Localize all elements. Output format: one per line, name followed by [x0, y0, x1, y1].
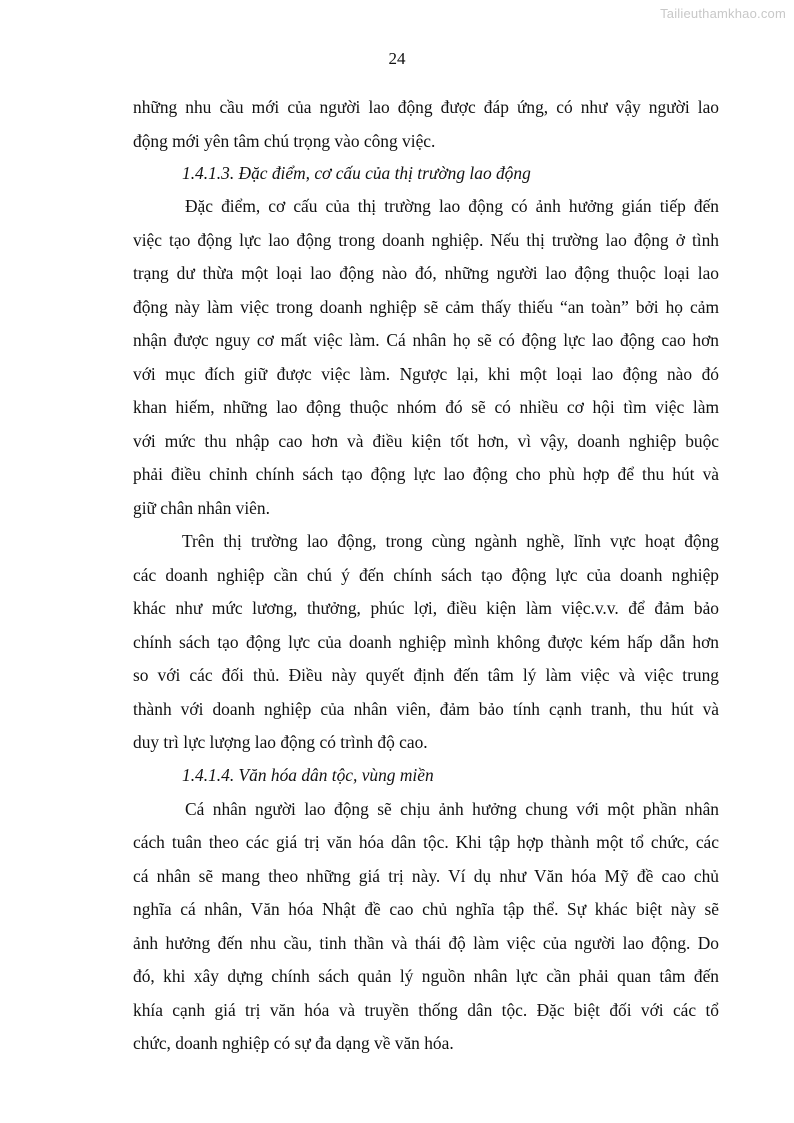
text-line: so với các đối thủ. Điều này quyết định đến tâm lý làm việc và việc trung	[133, 665, 719, 685]
text-line: Trên thị trường lao động, trong cùng ngành nghề, lĩnh vực hoạt động	[182, 531, 719, 551]
text-line: cá nhân sẽ mang theo những giá trị này. Ví dụ như Văn hóa Mỹ đề cao chủ	[133, 866, 719, 886]
text-line: nhận được nguy cơ mất việc làm. Cá nhân họ sẽ có động lực lao động cao hơn	[133, 330, 719, 350]
page-number: 24	[388, 49, 406, 68]
section-heading-1-4-1-4: 1.4.1.4. Văn hóa dân tộc, vùng miền	[182, 765, 434, 785]
text-line: giữ chân nhân viên.	[133, 498, 270, 518]
text-line: khan hiếm, những lao động thuộc nhóm đó sẽ có nhiều cơ hội tìm việc làm	[133, 397, 719, 417]
watermark: Tailieuthamkhao.com	[660, 6, 786, 21]
text-line: trạng dư thừa một loại lao động nào đó, những người lao động thuộc loại lao	[133, 263, 719, 283]
text-line: với mục đích giữ được việc làm. Ngược lại, khi một loại lao động nào đó	[133, 364, 719, 384]
text-line: đó, khi xây dựng chính sách quản lý nguồn nhân lực cần phải quan tâm đến	[133, 966, 719, 986]
text-line: cách tuân theo các giá trị văn hóa dân tộc. Khi tập hợp thành một tổ chức, các	[133, 832, 719, 852]
section-heading-1-4-1-3: 1.4.1.3. Đặc điểm, cơ cấu của thị trường lao động	[182, 163, 531, 183]
text-line: những nhu cầu mới của người lao động được đáp ứng, có như vậy người lao	[133, 97, 719, 117]
text-line: duy trì lực lượng lao động có trình độ cao.	[133, 732, 428, 752]
text-line: phải điều chỉnh chính sách tạo động lực lao động cho phù hợp để thu hút và	[133, 464, 719, 484]
text-line: động mới yên tâm chú trọng vào công việc.	[133, 131, 436, 151]
text-line: Cá nhân người lao động sẽ chịu ảnh hưởng chung với một phần nhân	[185, 799, 719, 819]
text-line: thành với doanh nghiệp của nhân viên, đảm bảo tính cạnh tranh, thu hút và	[133, 699, 719, 719]
text-line: ảnh hưởng đến nhu cầu, tinh thần và thái độ làm việc của người lao động. Do	[133, 933, 719, 953]
text-line: chức, doanh nghiệp có sự đa dạng về văn hóa.	[133, 1033, 454, 1053]
text-line: khía cạnh giá trị văn hóa và truyền thống dân tộc. Đặc biệt đối với các tổ	[133, 1000, 719, 1020]
text-line: việc tạo động lực lao động trong doanh nghiệp. Nếu thị trường lao động ở tình	[133, 230, 719, 250]
text-line: nghĩa cá nhân, Văn hóa Nhật đề cao chủ nghĩa tập thể. Sự khác biệt này sẽ	[133, 899, 719, 919]
text-line: chính sách tạo động lực của doanh nghiệp mình không được kém hấp dẫn hơn	[133, 632, 719, 652]
text-line: Đặc điểm, cơ cấu của thị trường lao động có ảnh hưởng gián tiếp đến	[185, 196, 719, 216]
text-line: các doanh nghiệp cần chú ý đến chính sách tạo động lực của doanh nghiệp	[133, 565, 719, 585]
text-line: khác như mức lương, thưởng, phúc lợi, điều kiện làm việc.v.v. để đảm bảo	[133, 598, 719, 618]
text-line: động này làm việc trong doanh nghiệp sẽ cảm thấy thiếu “an toàn” bởi họ cảm	[133, 297, 719, 317]
text-line: với mức thu nhập cao hơn và điều kiện tốt hơn, vì vậy, doanh nghiệp buộc	[133, 431, 719, 451]
